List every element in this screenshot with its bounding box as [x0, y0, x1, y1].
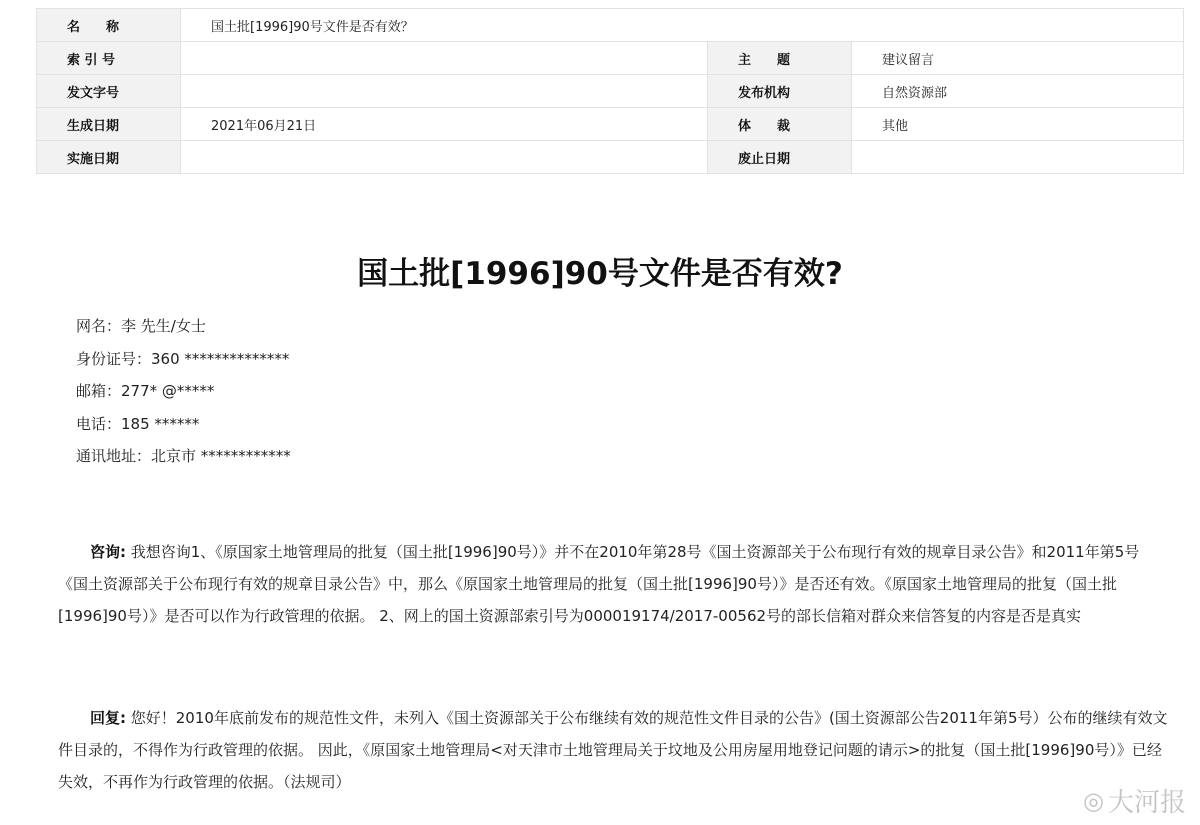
docno-value — [181, 75, 708, 108]
docno-label: 发文字号 — [37, 75, 181, 108]
topic-label: 主 题 — [708, 42, 852, 75]
index-value — [181, 42, 708, 75]
submitter-info — [76, 310, 291, 473]
created-value: 2021年06月21日 — [181, 108, 708, 141]
watermark — [1083, 782, 1186, 819]
email: 邮箱：277* @***** — [76, 382, 215, 400]
table-row — [37, 141, 1184, 174]
reply-label: 回复: — [90, 709, 126, 727]
watermark-text: 大河报 — [1107, 788, 1186, 818]
address: 通讯地址：北京市 ************ — [76, 447, 291, 465]
table-row — [37, 42, 1184, 75]
effective-label: 实施日期 — [37, 141, 181, 174]
genre-value: 其他 — [852, 108, 1184, 141]
name-label: 名 称 — [37, 9, 181, 42]
metadata-table — [36, 8, 1184, 174]
issuer-value: 自然资源部 — [852, 75, 1184, 108]
reply-text: 您好！2010年底前发布的规范性文件，未列入《国土资源部关于公布继续有效的规范性文件目录的公告》(国土资源部公告2011年第5号）公布的继续有效文件目录的，不得作为行政管理的依据。 因此，《原国家土地管理局<对天津市土地管理局关于坟地及公用房屋用地登记问题的请示>的批复（国土批[1996]90号）》已经失效，不再作为行政管理的依据。（法规司） — [58, 709, 1168, 791]
nickname: 网名：李 先生/女士 — [76, 317, 206, 335]
inquiry-label: 咨询: — [90, 543, 126, 561]
index-label: 索 引 号 — [37, 42, 181, 75]
inquiry-paragraph — [58, 536, 1168, 632]
created-label: 生成日期 — [37, 108, 181, 141]
weibo-icon: ◎ — [1083, 786, 1104, 815]
id-number: 身份证号：360 ************** — [76, 349, 290, 368]
page-title: 国土批[1996]90号文件是否有效? — [357, 256, 843, 292]
inquiry-text: 我想咨询1、《原国家土地管理局的批复（国土批[1996]90号）》并不在2010年第28号《国土资源部关于公布现行有效的规章目录公告》和2011年第5号《国土资源部关于公布现行有效的规章目录公告》中，那么《原国家土地管理局的批复（国土批[1996]90号）》是否还有效。《原国家土地管理局的批复（国土批[1996]90号）》是否可以作为行政管理的依据。 2、网上的国土资源部索引号为000019174/2017-00562号的部长信箱对群众来信答复的内容是否是真实 — [58, 543, 1140, 625]
table-row — [37, 75, 1184, 108]
expiry-label: 废止日期 — [708, 141, 852, 174]
expiry-value — [852, 141, 1184, 174]
issuer-label: 发布机构 — [708, 75, 852, 108]
genre-label: 体 裁 — [708, 108, 852, 141]
table-row — [37, 9, 1184, 42]
effective-value — [181, 141, 708, 174]
topic-value: 建议留言 — [852, 42, 1184, 75]
reply-paragraph — [58, 702, 1168, 798]
table-row — [37, 108, 1184, 141]
name-value: 国土批[1996]90号文件是否有效？ — [181, 9, 1184, 42]
phone: 电话：185 ****** — [76, 414, 200, 433]
